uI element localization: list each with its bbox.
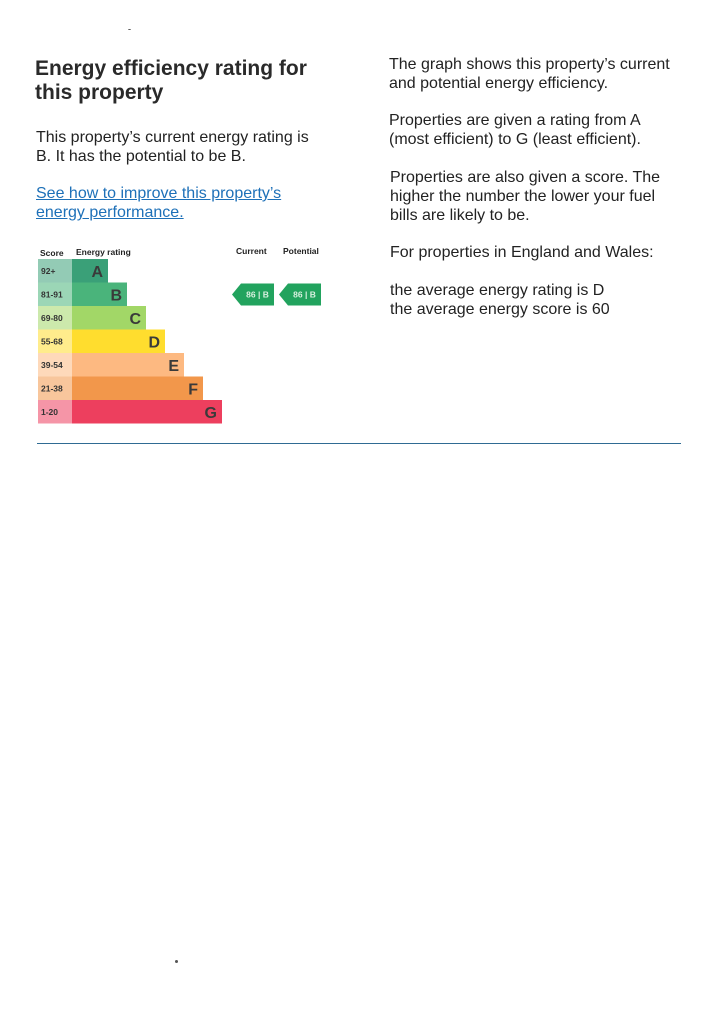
- score-explanation-line-1: Properties are also given a score. The: [390, 169, 661, 186]
- current-rating-line-2: B. It has the potential to be B.: [36, 148, 246, 165]
- improve-link-line-1: See how to improve this property’s: [36, 185, 282, 202]
- rating-letter-a: A: [91, 264, 103, 281]
- current-rating-line-1: This property’s current energy rating is: [36, 129, 309, 146]
- page-title-line-1: Energy efficiency rating for: [35, 57, 307, 80]
- energy-rating-chart-svg: [36, 240, 328, 426]
- score-label-b: 81-91: [41, 289, 63, 300]
- rating-column-header: Energy rating: [76, 247, 131, 257]
- rating-bar-e: [72, 353, 184, 377]
- scan-speck: [175, 960, 178, 963]
- current-rating-text: [36, 128, 356, 166]
- score-explanation-line-3: bills are likely to be.: [390, 207, 530, 224]
- improve-link-line-2: energy performance.: [36, 204, 184, 221]
- improve-performance-link[interactable]: [36, 184, 336, 222]
- region-text-line: For properties in England and Wales:: [390, 244, 654, 261]
- potential-column-header: Potential: [283, 246, 319, 256]
- page-title: [35, 57, 355, 105]
- current-rating-arrow-label: 86 | B: [246, 289, 269, 300]
- score-label-e: 39-54: [41, 360, 63, 370]
- average-rating-text: the average energy rating is D: [390, 282, 605, 299]
- current-column-header: Current: [236, 246, 267, 256]
- score-label-f: 21-38: [41, 383, 63, 394]
- rating-bar-g: [72, 400, 222, 424]
- average-score-text: the average energy score is 60: [390, 301, 610, 318]
- ratings-explanation-line-1: Properties are given a rating from A: [389, 112, 641, 129]
- rating-letter-g: G: [204, 405, 217, 422]
- section-divider: [37, 443, 681, 444]
- rating-letter-b: B: [110, 287, 122, 305]
- ratings-explanation-line-2: (most efficient) to G (least efficient).: [389, 131, 641, 148]
- graph-explanation-line-1: The graph shows this property’s current: [389, 56, 670, 73]
- scan-speck: [128, 29, 131, 30]
- score-label-g: 1-20: [41, 407, 59, 417]
- graph-explanation-text: [389, 55, 689, 93]
- rating-letter-d: D: [148, 334, 160, 352]
- page-title-line-2: this property: [35, 81, 164, 104]
- score-explanation-text: [390, 168, 690, 225]
- potential-rating-arrow-label: 86 | B: [293, 289, 316, 300]
- ratings-explanation-text: [389, 111, 689, 149]
- graph-explanation-line-2: and potential energy efficiency.: [389, 75, 609, 92]
- rating-letter-e: E: [168, 358, 179, 375]
- region-text: [390, 243, 690, 262]
- rating-letter-c: C: [129, 311, 141, 328]
- score-label-c: 69-80: [41, 313, 63, 323]
- score-column-header: Score: [40, 248, 64, 258]
- score-explanation-line-2: higher the number the lower your fuel: [390, 188, 656, 205]
- energy-rating-chart: [36, 240, 328, 426]
- rating-bar-f: [72, 377, 203, 401]
- score-label-d: 55-68: [41, 336, 63, 347]
- score-label-a: 92+: [41, 266, 56, 276]
- rating-letter-f: F: [188, 381, 198, 399]
- average-stats: [390, 281, 690, 319]
